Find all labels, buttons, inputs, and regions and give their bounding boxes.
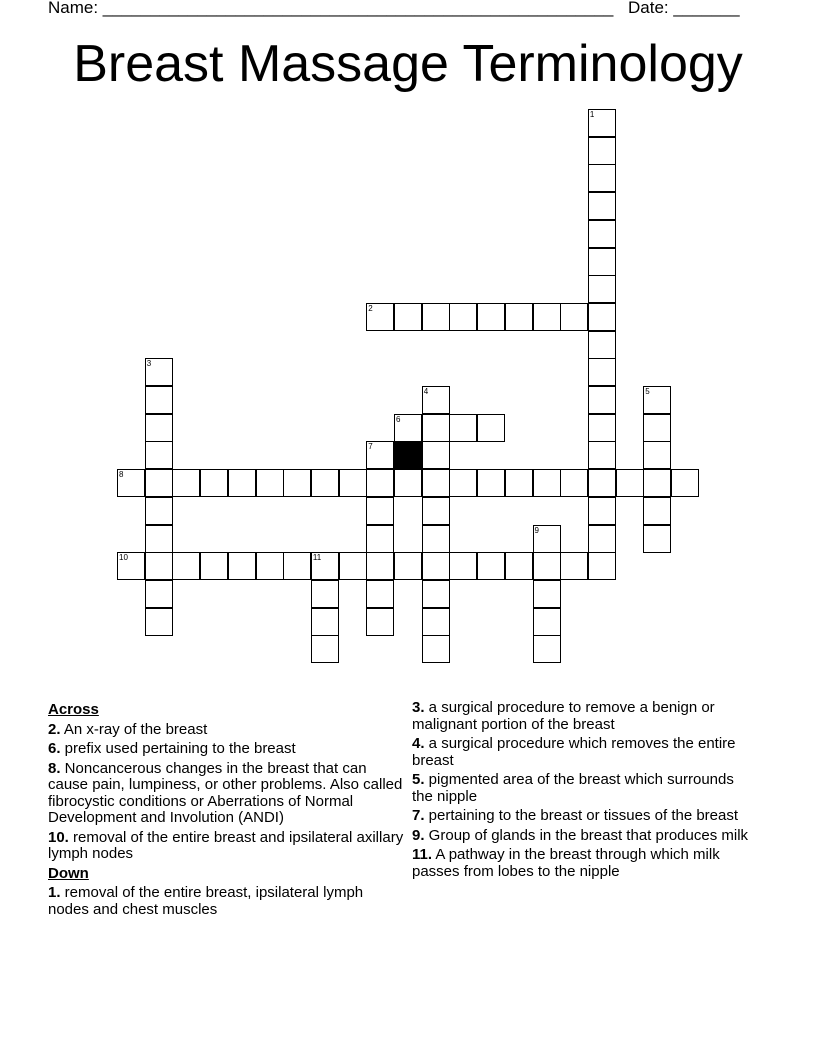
- clue-text: A pathway in the breast through which milk passes from lobes to the nipple: [412, 846, 720, 880]
- clue-across-10: [48, 830, 408, 863]
- cell-number: 3: [146, 359, 152, 369]
- clue-text: An x-ray of the breast: [60, 720, 208, 738]
- grid-block-cell: [394, 441, 422, 469]
- grid-cell[interactable]: [117, 469, 145, 497]
- grid-cell[interactable]: [588, 331, 616, 359]
- grid-cell[interactable]: [145, 386, 173, 414]
- cell-number: 4: [423, 387, 429, 396]
- grid-cell[interactable]: [643, 525, 671, 553]
- clue-number: 4.: [412, 735, 425, 752]
- clue-text: removal of the entire breast and ipsilateral axillary lymph nodes: [48, 828, 404, 862]
- grid-cell[interactable]: [643, 414, 671, 442]
- name-field-label: Name: ______________________________________________________: [48, 0, 614, 17]
- grid-cell[interactable]: [477, 303, 505, 331]
- cell-number: 2: [368, 303, 373, 313]
- grid-cell[interactable]: [422, 608, 450, 636]
- grid-cell[interactable]: [283, 469, 311, 497]
- grid-cell[interactable]: [366, 469, 394, 497]
- grid-cell[interactable]: [228, 552, 256, 580]
- grid-cell[interactable]: [145, 608, 173, 636]
- grid-cell[interactable]: [560, 303, 588, 331]
- clue-down-3: [412, 700, 752, 733]
- grid-cell[interactable]: [588, 192, 616, 220]
- grid-cell[interactable]: [422, 635, 450, 663]
- grid-cell[interactable]: [422, 552, 450, 580]
- grid-cell[interactable]: [643, 497, 671, 525]
- cell-number: 5: [645, 387, 650, 396]
- clue-text: Noncancerous changes in the breast that can cause pain, lumpiness, or other problems. Also called fibrocystic conditions or Aberrations of Normal Development and Involution (ANDI): [48, 759, 403, 826]
- grid-cell[interactable]: [588, 248, 616, 276]
- clue-text: a surgical procedure which removes the entire breast: [412, 735, 736, 769]
- grid-cell[interactable]: [588, 275, 616, 303]
- cell-number: 7: [368, 442, 373, 452]
- grid-cell[interactable]: [311, 635, 339, 663]
- grid-cell[interactable]: [588, 137, 616, 165]
- grid-cell[interactable]: [477, 469, 505, 497]
- clue-number: 6.: [48, 740, 61, 757]
- grid-cell[interactable]: [422, 441, 450, 469]
- grid-cell[interactable]: [394, 303, 422, 331]
- grid-cell[interactable]: [256, 552, 284, 580]
- grid-cell[interactable]: [145, 525, 173, 553]
- grid-cell[interactable]: [228, 469, 256, 497]
- grid-cell[interactable]: [422, 497, 450, 525]
- grid-cell[interactable]: [172, 469, 200, 497]
- page-title: Breast Massage Terminology: [73, 35, 743, 93]
- cell-number: 8: [119, 470, 124, 480]
- clue-down-4: [412, 736, 752, 769]
- clue-text: prefix used pertaining to the breast: [60, 740, 296, 757]
- clue-number: 2.: [48, 720, 61, 738]
- grid-cell[interactable]: [366, 525, 394, 553]
- grid-cell[interactable]: [145, 552, 173, 580]
- grid-cell[interactable]: [311, 552, 339, 580]
- date-field-label: Date: _______: [628, 0, 740, 17]
- clue-number: 1.: [48, 884, 61, 901]
- grid-cell[interactable]: [588, 441, 616, 469]
- grid-cell[interactable]: [449, 414, 477, 442]
- grid-cell[interactable]: [311, 469, 339, 497]
- grid-cell[interactable]: [422, 414, 450, 442]
- clue-down-9: [412, 828, 752, 845]
- clue-number: 8.: [48, 759, 61, 777]
- grid-cell[interactable]: [533, 552, 561, 580]
- clue-down-5: [412, 772, 752, 805]
- grid-cell[interactable]: [533, 469, 561, 497]
- grid-cell[interactable]: [394, 414, 422, 442]
- cell-number: 6: [396, 414, 401, 424]
- clue-number: 5.: [412, 771, 425, 788]
- grid-cell[interactable]: [533, 303, 561, 331]
- grid-cell[interactable]: [422, 386, 450, 414]
- grid-cell[interactable]: [422, 469, 450, 497]
- clue-number: 9.: [412, 826, 425, 844]
- grid-cell[interactable]: [366, 303, 394, 331]
- grid-cell[interactable]: [117, 552, 145, 580]
- clue-down-1: [48, 885, 408, 918]
- grid-cell[interactable]: [145, 469, 173, 497]
- grid-cell[interactable]: [533, 525, 561, 553]
- grid-cell[interactable]: [643, 469, 671, 497]
- grid-cell[interactable]: [533, 580, 561, 608]
- grid-cell[interactable]: [449, 552, 477, 580]
- grid-cell[interactable]: [366, 552, 394, 580]
- grid-cell[interactable]: [588, 386, 616, 414]
- grid-cell[interactable]: [311, 608, 339, 636]
- grid-cell[interactable]: [172, 552, 200, 580]
- grid-cell[interactable]: [588, 220, 616, 248]
- cell-number: 11: [312, 553, 322, 563]
- clue-text: pigmented area of the breast which surrounds the nipple: [412, 771, 734, 805]
- grid-cell[interactable]: [394, 469, 422, 497]
- cell-number: 10: [119, 553, 128, 563]
- grid-cell[interactable]: [366, 441, 394, 469]
- grid-cell[interactable]: [311, 580, 339, 608]
- clue-number: 3.: [412, 699, 425, 716]
- clue-number: 10.: [48, 828, 69, 846]
- grid-cell[interactable]: [588, 358, 616, 386]
- grid-cell[interactable]: [422, 580, 450, 608]
- grid-cell[interactable]: [588, 552, 616, 580]
- grid-cell[interactable]: [616, 469, 644, 497]
- grid-cell[interactable]: [200, 469, 228, 497]
- grid-cell[interactable]: [588, 497, 616, 525]
- clue-text: Group of glands in the breast that produces milk: [424, 826, 749, 844]
- grid-cell[interactable]: [560, 552, 588, 580]
- grid-cell[interactable]: [671, 469, 699, 497]
- grid-cell[interactable]: [588, 164, 616, 192]
- grid-cell[interactable]: [449, 469, 477, 497]
- grid-cell[interactable]: [588, 525, 616, 553]
- clue-down-11: [412, 847, 752, 880]
- grid-cell[interactable]: [339, 552, 367, 580]
- grid-cell[interactable]: [145, 414, 173, 442]
- grid-cell[interactable]: [394, 552, 422, 580]
- grid-cell[interactable]: [422, 525, 450, 553]
- grid-cell[interactable]: [533, 608, 561, 636]
- grid-cell[interactable]: [200, 552, 228, 580]
- grid-cell[interactable]: [339, 469, 367, 497]
- across-heading: Across: [48, 701, 99, 718]
- clue-number: 7.: [412, 807, 425, 824]
- grid-cell[interactable]: [145, 580, 173, 608]
- clue-across-8: [48, 761, 408, 827]
- grid-cell[interactable]: [366, 608, 394, 636]
- clue-text: pertaining to the breast or tissues of the breast: [424, 807, 739, 824]
- down-heading: Down: [48, 864, 89, 882]
- grid-cell[interactable]: [643, 386, 671, 414]
- cell-number: 9: [534, 525, 539, 535]
- grid-cell[interactable]: [145, 497, 173, 525]
- clue-text: a surgical procedure to remove a benign or malignant portion of the breast: [412, 699, 715, 733]
- grid-cell[interactable]: [505, 552, 533, 580]
- grid-cell[interactable]: [145, 441, 173, 469]
- cell-number: 1: [589, 110, 595, 119]
- grid-cell[interactable]: [366, 497, 394, 525]
- grid-cell[interactable]: [422, 303, 450, 331]
- grid-cell[interactable]: [560, 469, 588, 497]
- grid-cell[interactable]: [449, 303, 477, 331]
- clue-down-7: [412, 808, 752, 825]
- grid-cell[interactable]: [283, 552, 311, 580]
- grid-cell[interactable]: [588, 414, 616, 442]
- grid-cell[interactable]: [588, 303, 616, 331]
- grid-cell[interactable]: [533, 635, 561, 663]
- clues-right-column: [412, 700, 752, 883]
- grid-cell[interactable]: [366, 580, 394, 608]
- grid-cell[interactable]: [477, 414, 505, 442]
- clue-text: removal of the entire breast, ipsilateral lymph nodes and chest muscles: [48, 884, 364, 918]
- clue-across-6: [48, 741, 408, 758]
- clue-number: 11.: [412, 846, 433, 863]
- grid-cell[interactable]: [643, 441, 671, 469]
- grid-cell[interactable]: [145, 358, 173, 386]
- grid-cell[interactable]: [588, 469, 616, 497]
- grid-cell[interactable]: [588, 109, 616, 137]
- grid-cell[interactable]: [477, 552, 505, 580]
- clues-left-column: [48, 700, 408, 921]
- grid-cell[interactable]: [256, 469, 284, 497]
- grid-cell[interactable]: [505, 303, 533, 331]
- grid-cell[interactable]: [505, 469, 533, 497]
- clue-across-2: [48, 722, 408, 739]
